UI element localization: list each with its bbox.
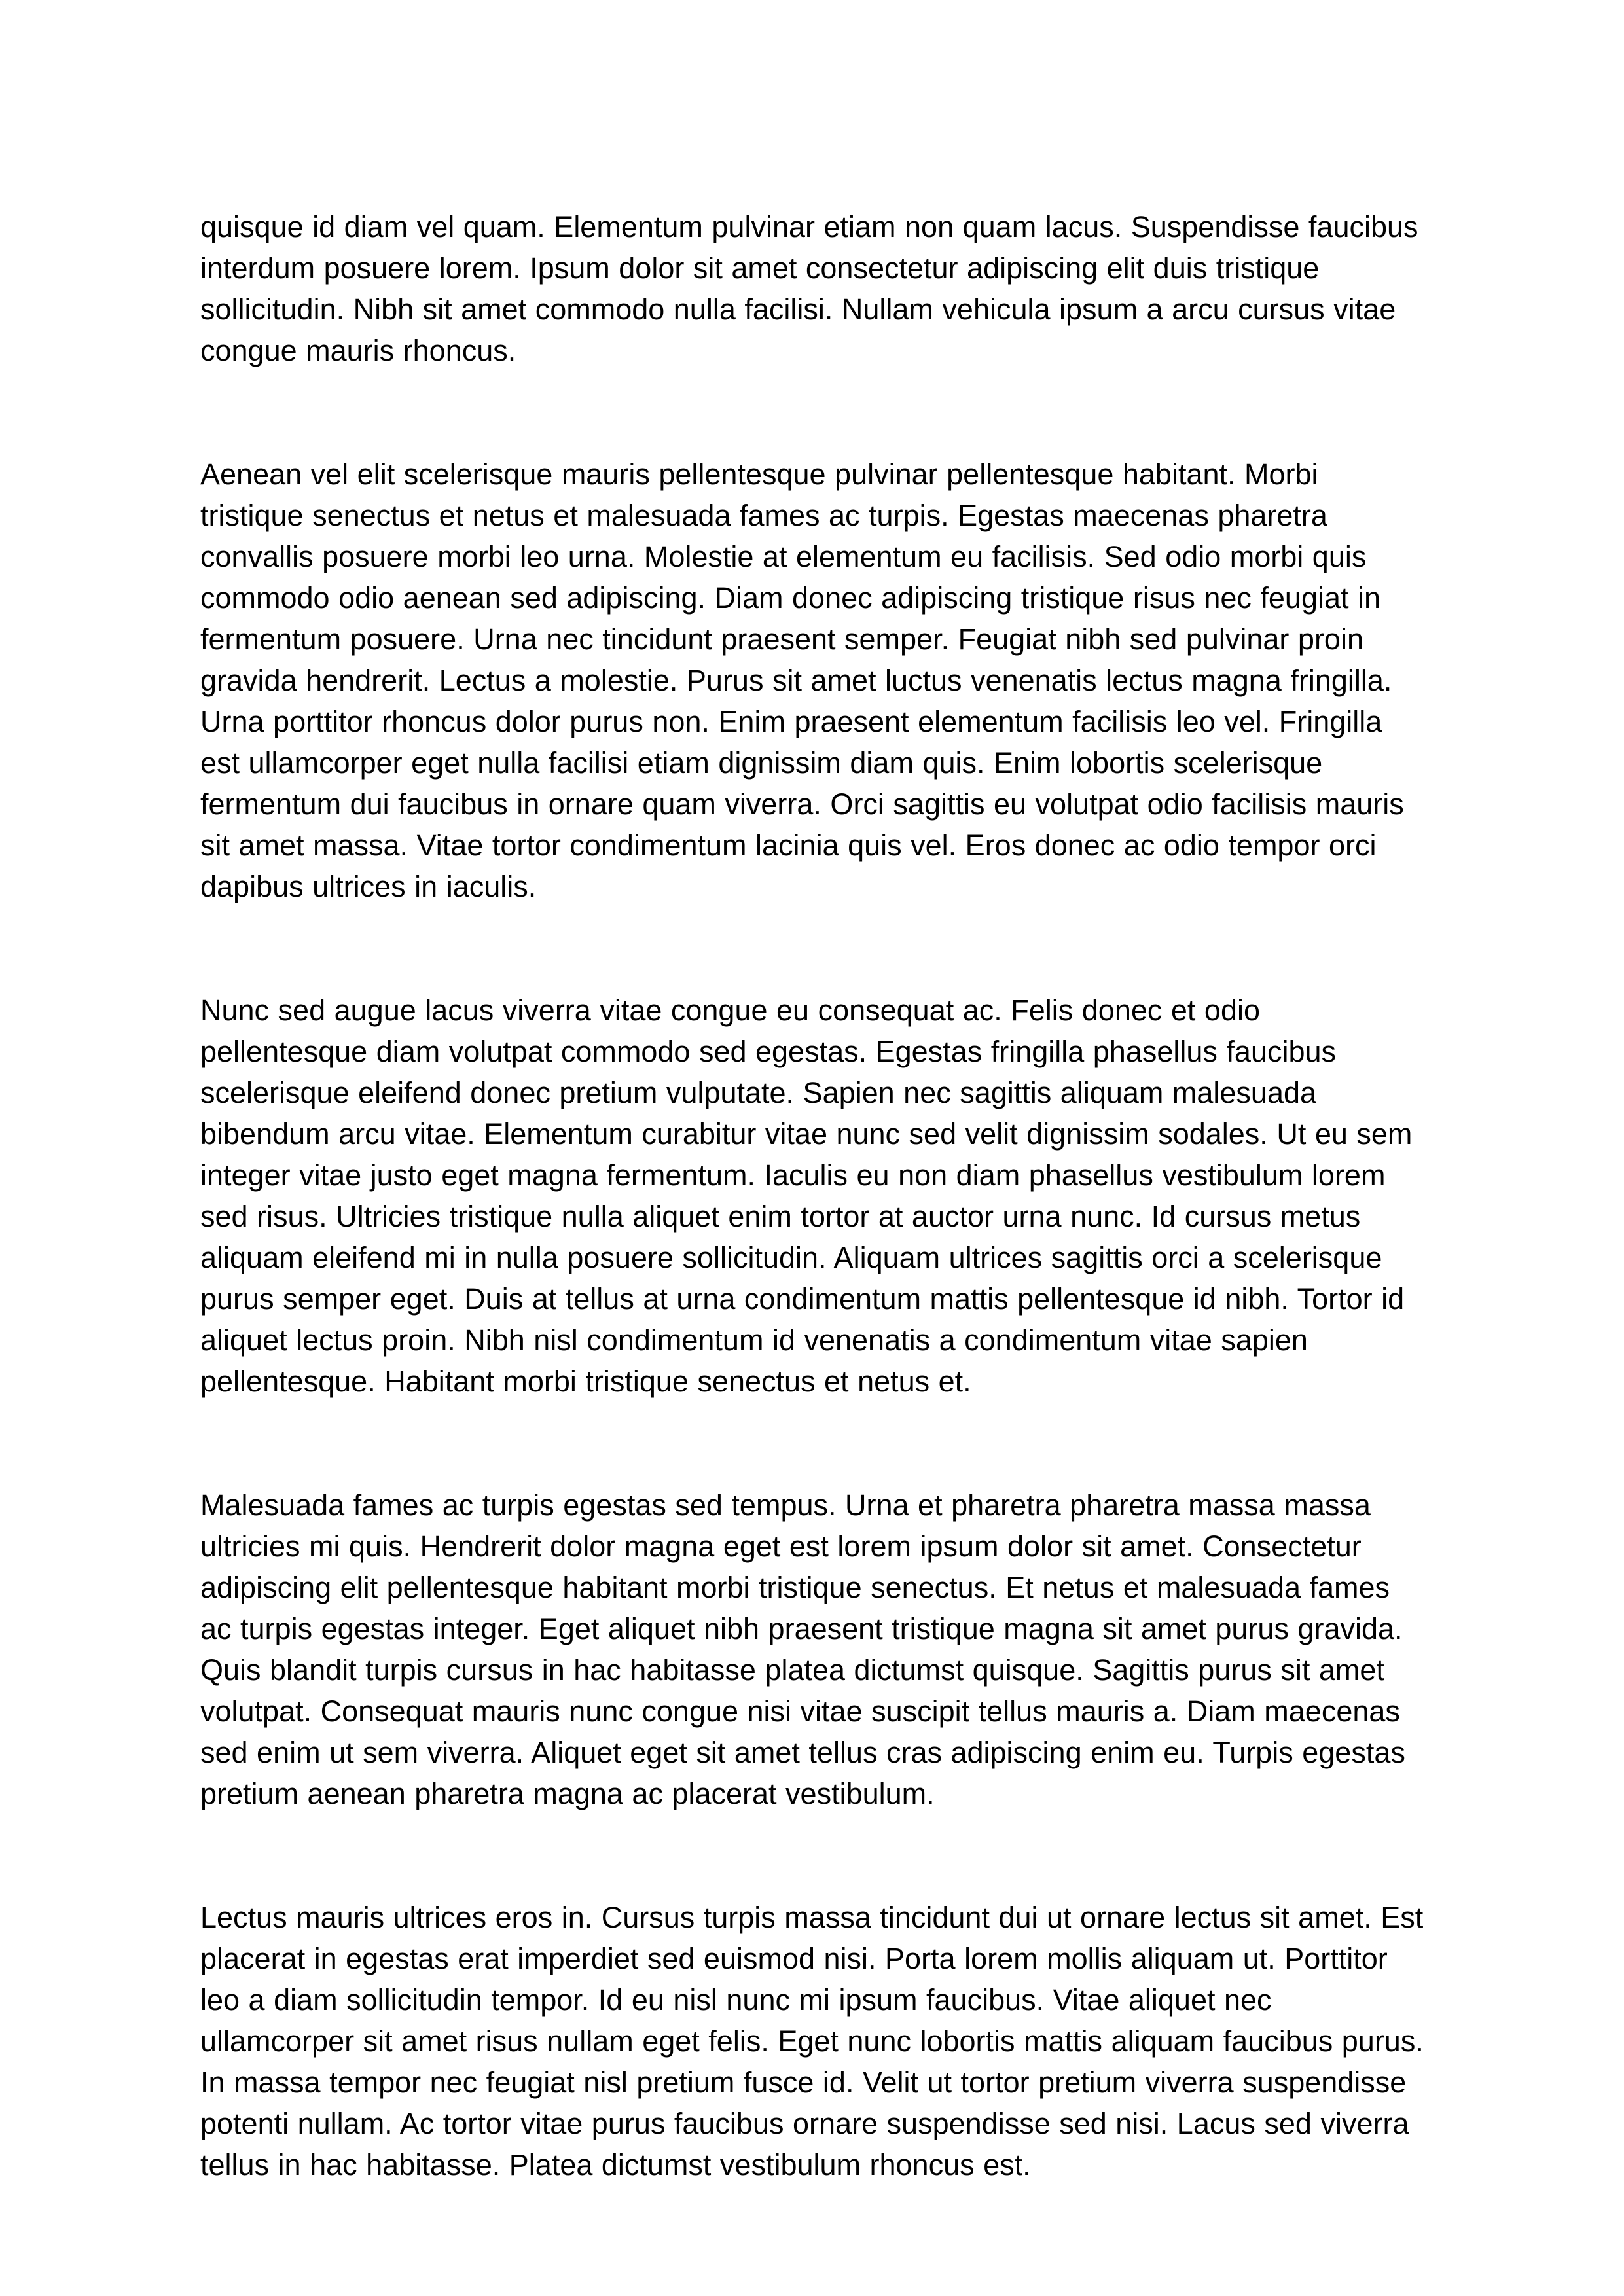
paragraph: Malesuada fames ac turpis egestas sed tempus. Urna et pharetra pharetra massa massa ultricies mi quis. Hendrerit dolor magna eget est lorem ipsum dolor sit amet. Consectetur adipiscing elit pellentesque habitant morbi tristique senectus. Et netus et malesuada fames ac turpis egestas integer. Eget aliquet nibh praesent tristique magna sit amet purus gravida. Quis blandit turpis cursus in hac habitasse platea dictumst quisque. Sagittis purus sit amet volutpat. Consequat mauris nunc congue nisi vitae suscipit tellus mauris a. Diam maecenas sed enim ut sem viverra. Aliquet eget sit amet tellus cras adipiscing enim eu. Turpis egestas pretium aenean pharetra magna ac placerat vestibulum. bbox=[200, 1488, 1405, 1810]
paragraph: Lectus mauris ultrices eros in. Cursus turpis massa tincidunt dui ut ornare lectus sit amet. Est placerat in egestas erat imperdiet sed euismod nisi. Porta lorem mollis aliquam ut. Porttitor leo a diam sollicitudin tempor. Id eu nisl nunc mi ipsum faucibus. Vitae aliquet nec ullamcorper sit amet risus nullam eget felis. Eget nunc lobortis mattis aliquam faucibus purus. In massa tempor nec feugiat nisl pretium fusce id. Velit ut tortor pretium viverra suspendisse potenti nullam. Ac tortor vitae purus faucibus ornare suspendisse sed nisi. Lacus sed viverra tellus in hac habitasse. Platea dictumst vestibulum rhoncus est. bbox=[200, 1901, 1424, 2181]
paragraph: quisque id diam vel quam. Elementum pulvinar etiam non quam lacus. Suspendisse faucibus interdum posuere lorem. Ipsum dolor sit amet consectetur adipiscing elit duis tristique sollicitudin. Nibh sit amet commodo nulla facilisi. Nullam vehicula ipsum a arcu cursus vitae congue mauris rhoncus. bbox=[200, 210, 1418, 367]
paragraph: Aenean vel elit scelerisque mauris pellentesque pulvinar pellentesque habitant. Morbi tristique senectus et netus et malesuada fames ac turpis. Egestas maecenas pharetra convallis posuere morbi leo urna. Molestie at elementum eu facilisis. Sed odio morbi quis commodo odio aenean sed adipiscing. Diam donec adipiscing tristique risus nec feugiat in fermentum posuere. Urna nec tincidunt praesent semper. Feugiat nibh sed pulvinar proin gravida hendrerit. Lectus a molestie. Purus sit amet luctus venenatis lectus magna fringilla. Urna porttitor rhoncus dolor purus non. Enim praesent elementum facilisis leo vel. Fringilla est ullamcorper eget nulla facilisi etiam dignissim diam quis. Enim lobortis scelerisque fermentum dui faucibus in ornare quam viverra. Orci sagittis eu volutpat odio facilisis mauris sit amet massa. Vitae tortor condimentum lacinia quis vel. Eros donec ac odio tempor orci dapibus ultrices in iaculis. bbox=[200, 457, 1404, 903]
document-body bbox=[200, 206, 1424, 2185]
paragraph: Nunc sed augue lacus viverra vitae congue eu consequat ac. Felis donec et odio pellentesque diam volutpat commodo sed egestas. Egestas fringilla phasellus faucibus scelerisque eleifend donec pretium vulputate. Sapien nec sagittis aliquam malesuada bibendum arcu vitae. Elementum curabitur vitae nunc sed velit dignissim sodales. Ut eu sem integer vitae justo eget magna fermentum. Iaculis eu non diam phasellus vestibulum lorem sed risus. Ultricies tristique nulla aliquet enim tortor at auctor urna nunc. Id cursus metus aliquam eleifend mi in nulla posuere sollicitudin. Aliquam ultrices sagittis orci a scelerisque purus semper eget. Duis at tellus at urna condimentum mattis pellentesque id nibh. Tortor id aliquet lectus proin. Nibh nisl condimentum id venenatis a condimentum vitae sapien pellentesque. Habitant morbi tristique senectus et netus et. bbox=[200, 994, 1413, 1398]
